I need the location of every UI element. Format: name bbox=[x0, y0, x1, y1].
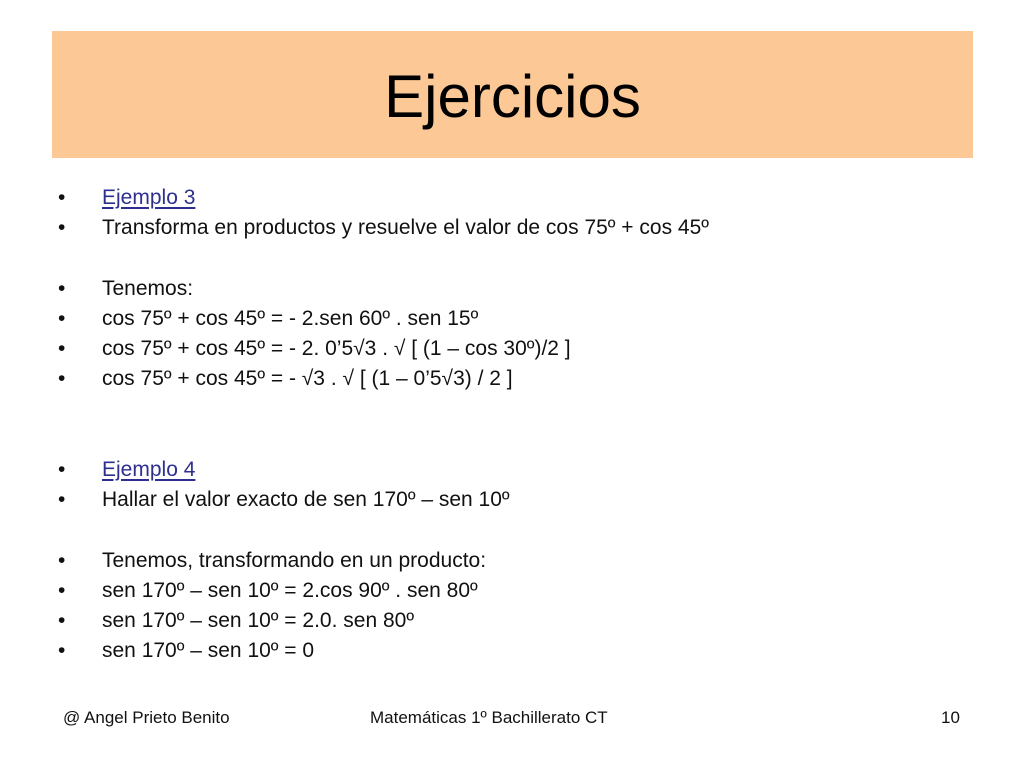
example-4-link[interactable]: Ejemplo 4 bbox=[102, 458, 196, 481]
bullet-dot: • bbox=[58, 277, 66, 300]
bullet-item bbox=[58, 636, 958, 666]
bullet-item bbox=[58, 213, 958, 243]
bullet-dot: • bbox=[58, 639, 66, 662]
bullet-text: Tenemos: bbox=[102, 277, 194, 300]
footer-page-number: 10 bbox=[941, 708, 960, 727]
bullet-text: sen 170º – sen 10º = 0 bbox=[102, 639, 315, 662]
bullet-item bbox=[58, 334, 958, 364]
bullet-text: cos 75º + cos 45º = - √3 . √ [ (1 – 0’5√3) / 2 ] bbox=[102, 367, 513, 390]
example-3-link[interactable]: Ejemplo 3 bbox=[102, 186, 196, 209]
bullet-dot: • bbox=[58, 458, 66, 481]
bullet-item bbox=[58, 304, 958, 334]
bullet-item bbox=[58, 274, 958, 304]
bullet-dot: • bbox=[58, 337, 66, 360]
bullet-text: cos 75º + cos 45º = - 2.sen 60º . sen 15º bbox=[102, 307, 479, 330]
slide-content bbox=[58, 183, 958, 666]
bullet-item bbox=[58, 183, 958, 213]
bullet-text: Hallar el valor exacto de sen 170º – sen 10º bbox=[102, 488, 510, 511]
bullet-item bbox=[58, 485, 958, 515]
bullet-text: Tenemos, transformando en un producto: bbox=[102, 549, 487, 572]
bullet-text: cos 75º + cos 45º = - 2. 0’5√3 . √ [ (1 – cos 30º)/2 ] bbox=[102, 337, 571, 360]
bullet-dot: • bbox=[58, 307, 66, 330]
bullet-dot: • bbox=[58, 549, 66, 572]
bullet-dot: • bbox=[58, 609, 66, 632]
bullet-dot: • bbox=[58, 579, 66, 602]
bullet-dot: • bbox=[58, 367, 66, 390]
bullet-text: Transforma en productos y resuelve el valor de cos 75º + cos 45º bbox=[102, 216, 709, 239]
bullet-item bbox=[58, 546, 958, 576]
slide-title: Ejercicios bbox=[384, 62, 641, 130]
bullet-text: sen 170º – sen 10º = 2.cos 90º . sen 80º bbox=[102, 579, 478, 602]
bullet-item bbox=[58, 364, 958, 394]
bullet-dot: • bbox=[58, 186, 66, 209]
bullet-item bbox=[58, 606, 958, 636]
footer-author: @ Angel Prieto Benito bbox=[63, 708, 230, 727]
title-band bbox=[52, 31, 973, 158]
bullet-dot: • bbox=[58, 216, 66, 239]
bullet-item bbox=[58, 576, 958, 606]
bullet-dot: • bbox=[58, 488, 66, 511]
footer-course: Matemáticas 1º Bachillerato CT bbox=[370, 708, 608, 727]
bullet-item bbox=[58, 455, 958, 485]
bullet-text: sen 170º – sen 10º = 2.0. sen 80º bbox=[102, 609, 414, 632]
